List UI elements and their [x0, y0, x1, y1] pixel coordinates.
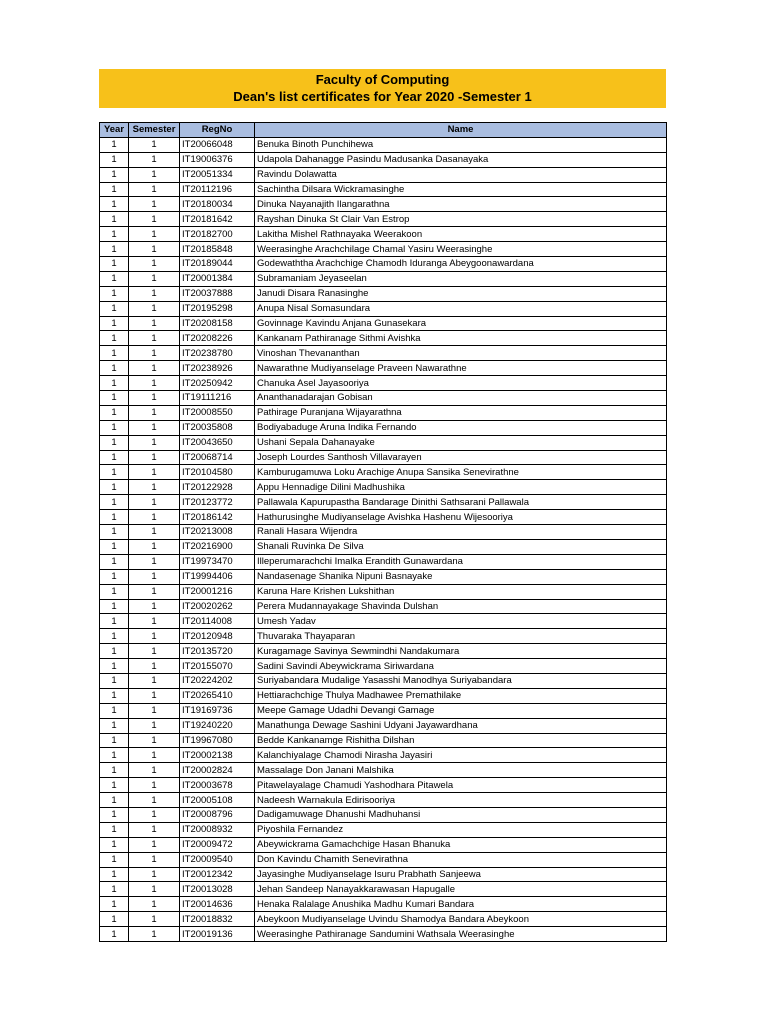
semester-cell: 1: [129, 912, 180, 927]
regno-cell: IT20195298: [180, 301, 255, 316]
year-cell: 1: [100, 152, 129, 167]
year-cell: 1: [100, 644, 129, 659]
name-cell: Janudi Disara Ranasinghe: [255, 286, 667, 301]
regno-cell: IT20008796: [180, 807, 255, 822]
name-cell: Sachintha Dilsara Wickramasinghe: [255, 182, 667, 197]
year-cell: 1: [100, 331, 129, 346]
table-row: [100, 167, 667, 182]
name-cell: Ranali Hasara Wijendra: [255, 525, 667, 540]
regno-cell: IT20224202: [180, 673, 255, 688]
regno-cell: IT20037888: [180, 286, 255, 301]
semester-cell: 1: [129, 331, 180, 346]
semester-cell: 1: [129, 391, 180, 406]
name-cell: Don Kavindu Chamith Senevirathna: [255, 852, 667, 867]
year-cell: 1: [100, 822, 129, 837]
table-row: [100, 912, 667, 927]
regno-cell: IT20123772: [180, 495, 255, 510]
semester-cell: 1: [129, 405, 180, 420]
table-row: [100, 286, 667, 301]
semester-cell: 1: [129, 569, 180, 584]
name-cell: Kuragamage Savinya Sewmindhi Nandakumara: [255, 644, 667, 659]
table-row: [100, 346, 667, 361]
year-cell: 1: [100, 807, 129, 822]
name-cell: Dadigamuwage Dhanushi Madhuhansi: [255, 807, 667, 822]
name-cell: Jayasinghe Mudiyanselage Isuru Prabhath Sanjeewa: [255, 867, 667, 882]
semester-cell: 1: [129, 718, 180, 733]
regno-cell: IT20019136: [180, 927, 255, 942]
regno-cell: IT20104580: [180, 465, 255, 480]
semester-cell: 1: [129, 733, 180, 748]
header-row: [100, 123, 667, 138]
year-cell: 1: [100, 688, 129, 703]
table-row: [100, 301, 667, 316]
regno-cell: IT20001384: [180, 271, 255, 286]
year-cell: 1: [100, 227, 129, 242]
table-row: [100, 539, 667, 554]
table-row: [100, 376, 667, 391]
regno-cell: IT20014636: [180, 897, 255, 912]
table-row: [100, 778, 667, 793]
regno-cell: IT20051334: [180, 167, 255, 182]
regno-cell: IT20112196: [180, 182, 255, 197]
semester-cell: 1: [129, 450, 180, 465]
year-cell: 1: [100, 927, 129, 942]
year-cell: 1: [100, 480, 129, 495]
year-cell: 1: [100, 301, 129, 316]
year-cell: 1: [100, 867, 129, 882]
year-cell: 1: [100, 882, 129, 897]
table-row: [100, 271, 667, 286]
name-cell: Abeywickrama Gamachchige Hasan Bhanuka: [255, 837, 667, 852]
regno-cell: IT20185848: [180, 242, 255, 257]
year-cell: 1: [100, 435, 129, 450]
name-cell: Pathirage Puranjana Wijayarathna: [255, 405, 667, 420]
semester-cell: 1: [129, 882, 180, 897]
table-row: [100, 599, 667, 614]
table-row: [100, 405, 667, 420]
table-row: [100, 882, 667, 897]
name-cell: Appu Hennadige Dilini Madhushika: [255, 480, 667, 495]
table-row: [100, 584, 667, 599]
table-row: [100, 733, 667, 748]
semester-cell: 1: [129, 539, 180, 554]
regno-cell: IT19240220: [180, 718, 255, 733]
year-cell: 1: [100, 897, 129, 912]
regno-cell: IT20003678: [180, 778, 255, 793]
year-cell: 1: [100, 718, 129, 733]
year-cell: 1: [100, 793, 129, 808]
regno-cell: IT20216900: [180, 539, 255, 554]
name-cell: Abeykoon Mudiyanselage Uvindu Shamodya Bandara Abeykoon: [255, 912, 667, 927]
table-row: [100, 659, 667, 674]
table-row: [100, 793, 667, 808]
name-cell: Weerasinghe Arachchilage Chamal Yasiru Weerasinghe: [255, 242, 667, 257]
semester-cell: 1: [129, 346, 180, 361]
regno-cell: IT20068714: [180, 450, 255, 465]
regno-cell: IT19006376: [180, 152, 255, 167]
regno-cell: IT20020262: [180, 599, 255, 614]
semester-cell: 1: [129, 629, 180, 644]
semester-cell: 1: [129, 495, 180, 510]
table-row: [100, 525, 667, 540]
table-row: [100, 569, 667, 584]
year-cell: 1: [100, 703, 129, 718]
regno-cell: IT20008932: [180, 822, 255, 837]
regno-cell: IT20008550: [180, 405, 255, 420]
year-cell: 1: [100, 837, 129, 852]
name-cell: Lakitha Mishel Rathnayaka Weerakoon: [255, 227, 667, 242]
table-row: [100, 257, 667, 272]
regno-cell: IT20120948: [180, 629, 255, 644]
year-cell: 1: [100, 242, 129, 257]
year-cell: 1: [100, 629, 129, 644]
table-row: [100, 435, 667, 450]
table-row: [100, 644, 667, 659]
year-cell: 1: [100, 778, 129, 793]
table-row: [100, 510, 667, 525]
name-cell: Ushani Sepala Dahanayake: [255, 435, 667, 450]
name-cell: Nadeesh Warnakula Edirisooriya: [255, 793, 667, 808]
year-cell: 1: [100, 525, 129, 540]
name-cell: Sadini Savindi Abeywickrama Siriwardana: [255, 659, 667, 674]
name-cell: Massalage Don Janani Malshika: [255, 763, 667, 778]
year-cell: 1: [100, 569, 129, 584]
year-cell: 1: [100, 197, 129, 212]
name-cell: Joseph Lourdes Santhosh Villavarayen: [255, 450, 667, 465]
table-row: [100, 927, 667, 942]
year-cell: 1: [100, 614, 129, 629]
regno-cell: IT20009540: [180, 852, 255, 867]
semester-cell: 1: [129, 927, 180, 942]
regno-cell: IT20001216: [180, 584, 255, 599]
year-cell: 1: [100, 599, 129, 614]
regno-cell: IT20208226: [180, 331, 255, 346]
name-cell: Govinnage Kavindu Anjana Gunasekara: [255, 316, 667, 331]
list-subtitle: Dean's list certificates for Year 2020 -Semester 1: [233, 89, 532, 104]
semester-cell: 1: [129, 286, 180, 301]
column-header-name: Name: [255, 123, 667, 138]
semester-cell: 1: [129, 554, 180, 569]
semester-cell: 1: [129, 584, 180, 599]
regno-cell: IT20208158: [180, 316, 255, 331]
table-row: [100, 822, 667, 837]
regno-cell: IT20250942: [180, 376, 255, 391]
table-row: [100, 137, 667, 152]
deans-list-table: [99, 122, 667, 942]
table-row: [100, 361, 667, 376]
column-header-regno: RegNo: [180, 123, 255, 138]
table-row: [100, 807, 667, 822]
year-cell: 1: [100, 912, 129, 927]
name-cell: Kalanchiyalage Chamodi Nirasha Jayasiri: [255, 748, 667, 763]
name-cell: Bodiyabaduge Aruna Indika Fernando: [255, 420, 667, 435]
name-cell: Suriyabandara Mudalige Yasasshi Manodhya Suriyabandara: [255, 673, 667, 688]
year-cell: 1: [100, 510, 129, 525]
faculty-title: Faculty of Computing: [315, 72, 450, 87]
year-cell: 1: [100, 852, 129, 867]
year-cell: 1: [100, 212, 129, 227]
table-row: [100, 450, 667, 465]
regno-cell: IT20213008: [180, 525, 255, 540]
name-cell: Vinoshan Thevananthan: [255, 346, 667, 361]
semester-cell: 1: [129, 793, 180, 808]
regno-cell: IT20002824: [180, 763, 255, 778]
semester-cell: 1: [129, 897, 180, 912]
semester-cell: 1: [129, 703, 180, 718]
table-row: [100, 331, 667, 346]
table-row: [100, 837, 667, 852]
year-cell: 1: [100, 405, 129, 420]
year-cell: 1: [100, 376, 129, 391]
name-cell: Rayshan Dinuka St Clair Van Estrop: [255, 212, 667, 227]
year-cell: 1: [100, 733, 129, 748]
semester-cell: 1: [129, 137, 180, 152]
semester-cell: 1: [129, 510, 180, 525]
table-body: [100, 137, 667, 941]
table-row: [100, 391, 667, 406]
regno-cell: IT20182700: [180, 227, 255, 242]
table-row: [100, 197, 667, 212]
semester-cell: 1: [129, 152, 180, 167]
year-cell: 1: [100, 539, 129, 554]
table-row: [100, 242, 667, 257]
name-cell: Anupa Nisal Somasundara: [255, 301, 667, 316]
regno-cell: IT20035808: [180, 420, 255, 435]
name-cell: Dinuka Nayanajith Ilangarathna: [255, 197, 667, 212]
name-cell: Kankanam Pathiranage Sithmi Avishka: [255, 331, 667, 346]
name-cell: Jehan Sandeep Nanayakkarawasan Hapugalle: [255, 882, 667, 897]
year-cell: 1: [100, 748, 129, 763]
table-row: [100, 554, 667, 569]
name-cell: Chanuka Asel Jayasooriya: [255, 376, 667, 391]
semester-cell: 1: [129, 361, 180, 376]
semester-cell: 1: [129, 748, 180, 763]
semester-cell: 1: [129, 197, 180, 212]
year-cell: 1: [100, 137, 129, 152]
year-cell: 1: [100, 554, 129, 569]
regno-cell: IT19994406: [180, 569, 255, 584]
regno-cell: IT20238926: [180, 361, 255, 376]
name-cell: Bedde Kankanamge Rishitha Dilshan: [255, 733, 667, 748]
year-cell: 1: [100, 361, 129, 376]
year-cell: 1: [100, 420, 129, 435]
semester-cell: 1: [129, 525, 180, 540]
regno-cell: IT20135720: [180, 644, 255, 659]
name-cell: Henaka Ralalage Anushika Madhu Kumari Bandara: [255, 897, 667, 912]
year-cell: 1: [100, 167, 129, 182]
table-row: [100, 465, 667, 480]
name-cell: Manathunga Dewage Sashini Udyani Jayawardhana: [255, 718, 667, 733]
year-cell: 1: [100, 391, 129, 406]
regno-cell: IT20122928: [180, 480, 255, 495]
regno-cell: IT20114008: [180, 614, 255, 629]
regno-cell: IT20018832: [180, 912, 255, 927]
semester-cell: 1: [129, 435, 180, 450]
regno-cell: IT20265410: [180, 688, 255, 703]
regno-cell: IT20009472: [180, 837, 255, 852]
semester-cell: 1: [129, 257, 180, 272]
table-row: [100, 718, 667, 733]
regno-cell: IT19169736: [180, 703, 255, 718]
name-cell: Umesh Yadav: [255, 614, 667, 629]
name-cell: Hettiarachchige Thulya Madhawee Premathilake: [255, 688, 667, 703]
table-row: [100, 152, 667, 167]
semester-cell: 1: [129, 852, 180, 867]
year-cell: 1: [100, 182, 129, 197]
regno-cell: IT19111216: [180, 391, 255, 406]
semester-cell: 1: [129, 316, 180, 331]
year-cell: 1: [100, 316, 129, 331]
name-cell: Nawarathne Mudiyanselage Praveen Nawarathne: [255, 361, 667, 376]
table-row: [100, 227, 667, 242]
regno-cell: IT20005108: [180, 793, 255, 808]
semester-cell: 1: [129, 301, 180, 316]
table-row: [100, 852, 667, 867]
regno-cell: IT20002138: [180, 748, 255, 763]
regno-cell: IT20238780: [180, 346, 255, 361]
year-cell: 1: [100, 271, 129, 286]
year-cell: 1: [100, 257, 129, 272]
semester-cell: 1: [129, 376, 180, 391]
regno-cell: IT20180034: [180, 197, 255, 212]
semester-cell: 1: [129, 242, 180, 257]
name-cell: Nandasenage Shanika Nipuni Basnayake: [255, 569, 667, 584]
regno-cell: IT20066048: [180, 137, 255, 152]
year-cell: 1: [100, 763, 129, 778]
regno-cell: IT20189044: [180, 257, 255, 272]
name-cell: Ravindu Dolawatta: [255, 167, 667, 182]
semester-cell: 1: [129, 837, 180, 852]
name-cell: Piyoshila Fernandez: [255, 822, 667, 837]
regno-cell: IT20012342: [180, 867, 255, 882]
semester-cell: 1: [129, 673, 180, 688]
semester-cell: 1: [129, 659, 180, 674]
year-cell: 1: [100, 673, 129, 688]
table-row: [100, 688, 667, 703]
name-cell: Subramaniam Jeyaseelan: [255, 271, 667, 286]
semester-cell: 1: [129, 778, 180, 793]
table-row: [100, 897, 667, 912]
table-row: [100, 763, 667, 778]
table-row: [100, 614, 667, 629]
semester-cell: 1: [129, 614, 180, 629]
year-cell: 1: [100, 346, 129, 361]
semester-cell: 1: [129, 867, 180, 882]
name-cell: Pallawala Kapurupastha Bandarage Dinithi Sathsarani Pallawala: [255, 495, 667, 510]
year-cell: 1: [100, 465, 129, 480]
name-cell: Hathurusinghe Mudiyanselage Avishka Hashenu Wijesooriya: [255, 510, 667, 525]
semester-cell: 1: [129, 807, 180, 822]
name-cell: Weerasinghe Pathiranage Sandumini Wathsala Weerasinghe: [255, 927, 667, 942]
regno-cell: IT19967080: [180, 733, 255, 748]
year-cell: 1: [100, 450, 129, 465]
name-cell: Perera Mudannayakage Shavinda Dulshan: [255, 599, 667, 614]
table-row: [100, 748, 667, 763]
table-row: [100, 420, 667, 435]
table-row: [100, 629, 667, 644]
name-cell: Shanali Ruvinka De Silva: [255, 539, 667, 554]
name-cell: Thuvaraka Thayaparan: [255, 629, 667, 644]
table-row: [100, 867, 667, 882]
year-cell: 1: [100, 659, 129, 674]
semester-cell: 1: [129, 420, 180, 435]
semester-cell: 1: [129, 644, 180, 659]
table-row: [100, 495, 667, 510]
regno-cell: IT20043650: [180, 435, 255, 450]
column-header-year: Year: [100, 123, 129, 138]
semester-cell: 1: [129, 465, 180, 480]
table-row: [100, 673, 667, 688]
regno-cell: IT19973470: [180, 554, 255, 569]
regno-cell: IT20186142: [180, 510, 255, 525]
semester-cell: 1: [129, 688, 180, 703]
name-cell: Pitawelayalage Chamudi Yashodhara Pitawela: [255, 778, 667, 793]
name-cell: Illeperumarachchi Imalka Erandith Gunawardana: [255, 554, 667, 569]
table-row: [100, 182, 667, 197]
name-cell: Udapola Dahanagge Pasindu Madusanka Dasanayaka: [255, 152, 667, 167]
semester-cell: 1: [129, 167, 180, 182]
regno-cell: IT20155070: [180, 659, 255, 674]
semester-cell: 1: [129, 480, 180, 495]
name-cell: Ananthanadarajan Gobisan: [255, 391, 667, 406]
semester-cell: 1: [129, 227, 180, 242]
table-row: [100, 212, 667, 227]
name-cell: Kamburugamuwa Loku Arachige Anupa Sansika Senevirathne: [255, 465, 667, 480]
year-cell: 1: [100, 495, 129, 510]
name-cell: Karuna Hare Krishen Lukshithan: [255, 584, 667, 599]
semester-cell: 1: [129, 599, 180, 614]
name-cell: Godewaththa Arachchige Chamodh Iduranga Abeygoonawardana: [255, 257, 667, 272]
semester-cell: 1: [129, 182, 180, 197]
semester-cell: 1: [129, 763, 180, 778]
title-banner: [99, 69, 666, 108]
regno-cell: IT20181642: [180, 212, 255, 227]
semester-cell: 1: [129, 212, 180, 227]
regno-cell: IT20013028: [180, 882, 255, 897]
table-row: [100, 480, 667, 495]
name-cell: Benuka Binoth Punchihewa: [255, 137, 667, 152]
semester-cell: 1: [129, 271, 180, 286]
name-cell: Meepe Gamage Udadhi Devangi Gamage: [255, 703, 667, 718]
year-cell: 1: [100, 286, 129, 301]
table-row: [100, 703, 667, 718]
column-header-semester: Semester: [129, 123, 180, 138]
semester-cell: 1: [129, 822, 180, 837]
table-row: [100, 316, 667, 331]
year-cell: 1: [100, 584, 129, 599]
